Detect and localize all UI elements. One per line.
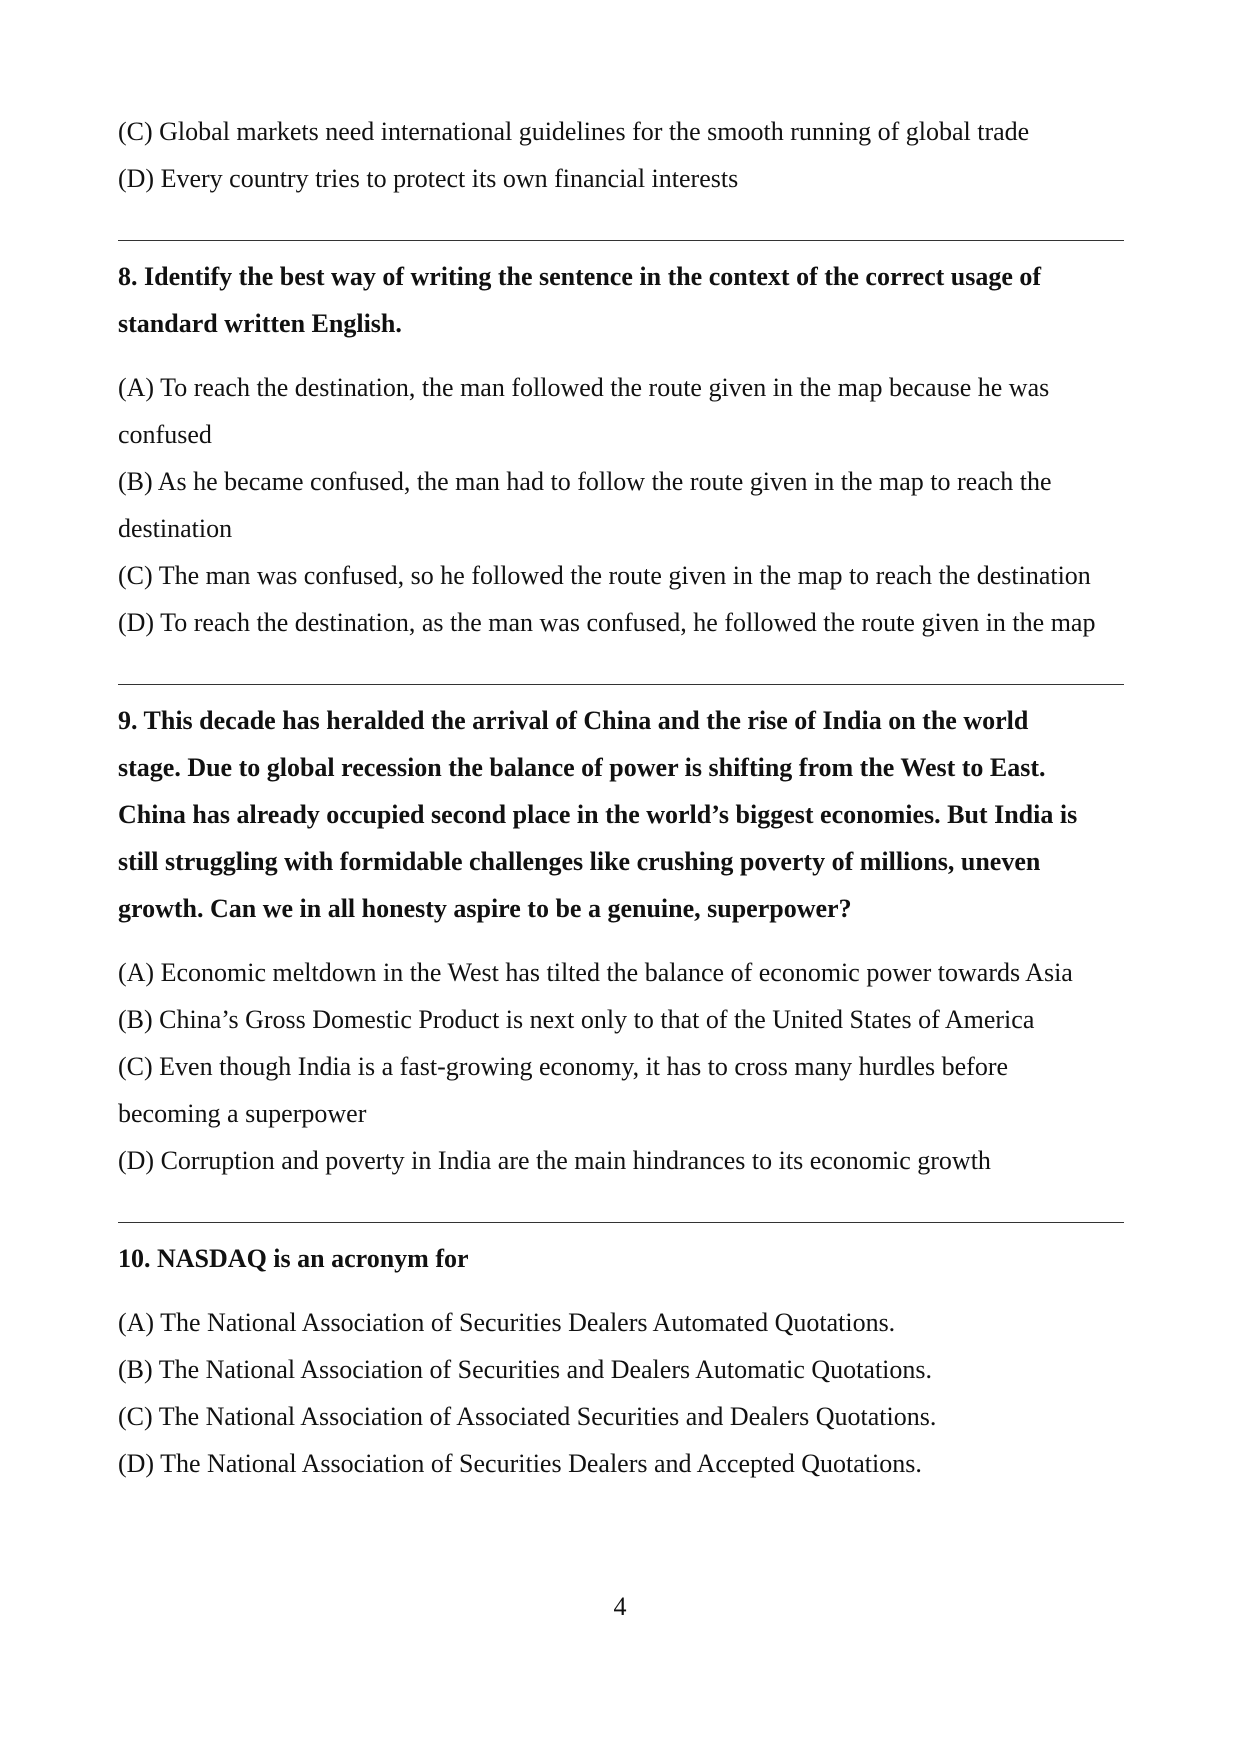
question-9-options — [118, 949, 1124, 1184]
question-9-text: still struggling with formidable challenges like crushing poverty of millions, uneven — [118, 847, 1041, 876]
question-10-options — [118, 1299, 1124, 1487]
option-c: (C) The National Association of Associated Securities and Dealers Quotations. — [118, 1402, 937, 1431]
option-d: (D) Every country tries to protect its own financial interests — [118, 164, 739, 193]
page-number: 4 — [613, 1592, 627, 1621]
question-9-text: 9. This decade has heralded the arrival of China and the rise of India on the world — [118, 706, 1029, 735]
question-9-text: growth. Can we in all honesty aspire to be a genuine, superpower? — [118, 894, 852, 923]
option-c: (C) Global markets need international guidelines for the smooth running of global trade — [118, 117, 1030, 146]
option-c: becoming a superpower — [118, 1099, 367, 1128]
question-8-text: standard written English. — [118, 309, 402, 338]
question-9-text: China has already occupied second place in the world’s biggest economies. But India is — [118, 800, 1078, 829]
question-10 — [118, 1235, 1124, 1487]
question-9 — [118, 697, 1124, 1184]
previous-question-options — [118, 108, 1124, 202]
option-b: (B) The National Association of Securities and Dealers Automatic Quotations. — [118, 1355, 933, 1384]
divider — [118, 684, 1124, 685]
exam-page — [118, 108, 1124, 1487]
divider — [118, 240, 1124, 241]
option-a: (A) To reach the destination, the man followed the route given in the map because he was — [118, 373, 1050, 402]
option-a: (A) The National Association of Securities Dealers Automated Quotations. — [118, 1308, 896, 1337]
option-c: (C) Even though India is a fast-growing economy, it has to cross many hurdles before — [118, 1052, 1009, 1081]
option-b: (B) As he became confused, the man had to follow the route given in the map to reach the — [118, 467, 1052, 496]
option-b: destination — [118, 514, 233, 543]
option-d: (D) To reach the destination, as the man was confused, he followed the route given in the map — [118, 608, 1096, 637]
option-d: (D) The National Association of Securities Dealers and Accepted Quotations. — [118, 1449, 922, 1478]
divider — [118, 1222, 1124, 1223]
question-10-text: 10. NASDAQ is an acronym for — [118, 1244, 469, 1273]
question-8 — [118, 253, 1124, 646]
option-b: (B) China’s Gross Domestic Product is next only to that of the United States of America — [118, 1005, 1035, 1034]
option-a: (A) Economic meltdown in the West has tilted the balance of economic power towards Asia — [118, 958, 1073, 987]
question-9-text: stage. Due to global recession the balance of power is shifting from the West to East. — [118, 753, 1046, 782]
question-8-options — [118, 364, 1124, 646]
option-c: (C) The man was confused, so he followed the route given in the map to reach the destination — [118, 561, 1091, 590]
option-d: (D) Corruption and poverty in India are the main hindrances to its economic growth — [118, 1146, 991, 1175]
question-8-text: 8. Identify the best way of writing the sentence in the context of the correct usage of — [118, 262, 1042, 291]
option-a: confused — [118, 420, 212, 449]
